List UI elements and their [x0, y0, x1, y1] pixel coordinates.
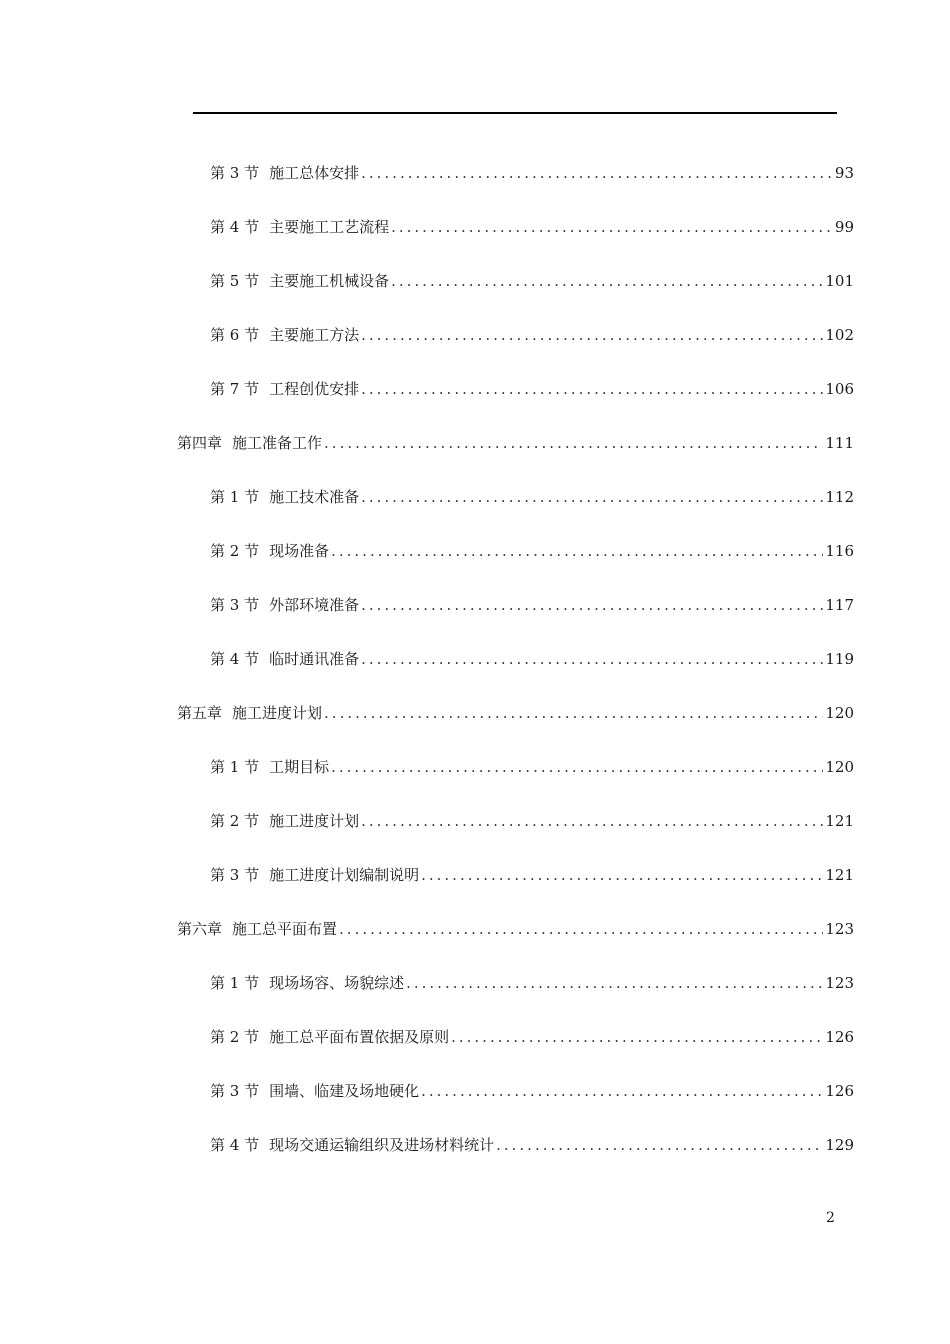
toc-entry-title: 施工准备工作	[232, 434, 323, 452]
toc-entry-title: 施工进度计划	[269, 812, 360, 830]
toc-leader-dots	[324, 702, 823, 724]
toc-entry[interactable]	[210, 162, 854, 184]
toc-entry-number: 第 3 节	[210, 1082, 260, 1100]
toc-entry-page: 120	[825, 704, 854, 722]
toc-entry-title: 施工进度计划	[232, 704, 323, 722]
toc-entry-page: 117	[825, 596, 854, 614]
toc-entry-page: 126	[825, 1028, 854, 1046]
toc-entry-title: 现场准备	[269, 542, 330, 560]
toc-entry-label	[210, 864, 419, 886]
toc-entry-page: 93	[834, 164, 854, 182]
toc-entry-label	[177, 918, 337, 940]
toc-entry-title: 施工技术准备	[269, 488, 360, 506]
toc-entry-title: 施工总体安排	[269, 164, 360, 182]
toc-entry-label	[210, 378, 359, 400]
toc-leader-dots	[324, 432, 823, 454]
toc-entry-label	[210, 1026, 449, 1048]
toc-leader-dots	[421, 864, 823, 886]
toc-leader-dots	[331, 540, 823, 562]
toc-entry-label	[210, 972, 404, 994]
toc-entry-number: 第 4 节	[210, 650, 260, 668]
toc-leader-dots	[421, 1080, 823, 1102]
toc-entry[interactable]	[210, 810, 854, 832]
toc-entry-label	[210, 486, 359, 508]
toc-entry-page: 106	[825, 380, 854, 398]
toc-entry[interactable]	[210, 216, 854, 238]
toc-entry-label	[210, 648, 359, 670]
toc-entry[interactable]	[210, 540, 854, 562]
toc-entry-page: 112	[825, 488, 854, 506]
toc-entry-label	[210, 270, 389, 292]
toc-entry[interactable]	[210, 378, 854, 400]
toc-entry-label	[210, 540, 329, 562]
toc-leader-dots	[391, 270, 823, 292]
toc-leader-dots	[406, 972, 823, 994]
toc-leader-dots	[391, 216, 833, 238]
toc-entry-title: 围墙、临建及场地硬化	[269, 1082, 420, 1100]
toc-entry-number: 第 3 节	[210, 596, 260, 614]
toc-entry-title: 工期目标	[269, 758, 330, 776]
toc-entry-number: 第 5 节	[210, 272, 260, 290]
toc-entry-number: 第 6 节	[210, 326, 260, 344]
toc-entry-label	[210, 1134, 494, 1156]
toc-leader-dots	[451, 1026, 823, 1048]
toc-entry-number: 第四章	[177, 434, 223, 452]
toc-entry-page: 120	[825, 758, 854, 776]
toc-leader-dots	[361, 594, 823, 616]
toc-entry[interactable]	[210, 864, 854, 886]
toc-entry-label	[210, 810, 359, 832]
toc-entry-label	[210, 594, 359, 616]
toc-entry-title: 施工进度计划编制说明	[269, 866, 420, 884]
toc-entry-number: 第 2 节	[210, 1028, 260, 1046]
toc-entry-page: 119	[825, 650, 854, 668]
toc-entry-page: 121	[825, 812, 854, 830]
toc-entry-label	[210, 756, 329, 778]
toc-entry-label	[210, 1080, 419, 1102]
toc-entry-number: 第 3 节	[210, 866, 260, 884]
toc-entry-number: 第 3 节	[210, 164, 260, 182]
toc-entry-number: 第 4 节	[210, 218, 260, 236]
toc-entry-label	[210, 162, 359, 184]
toc-entry-label	[210, 324, 359, 346]
toc-leader-dots	[361, 648, 823, 670]
toc-entry[interactable]	[210, 270, 854, 292]
toc-chapter-entry[interactable]	[177, 432, 854, 454]
toc-entry-title: 现场交通运输组织及进场材料统计	[269, 1136, 495, 1154]
toc-leader-dots	[361, 324, 823, 346]
toc-entry-number: 第 2 节	[210, 812, 260, 830]
toc-entry-page: 126	[825, 1082, 854, 1100]
toc-entry-number: 第六章	[177, 920, 223, 938]
toc-chapter-entry[interactable]	[177, 918, 854, 940]
page-number: 2	[826, 1210, 835, 1226]
toc-entry-page: 102	[825, 326, 854, 344]
toc-entry-number: 第 1 节	[210, 488, 260, 506]
toc-entry-title: 临时通讯准备	[269, 650, 360, 668]
toc-leader-dots	[339, 918, 823, 940]
toc-entry-title: 施工总平面布置依据及原则	[269, 1028, 450, 1046]
toc-entry[interactable]	[210, 972, 854, 994]
toc-leader-dots	[361, 162, 833, 184]
toc-entry-page: 116	[825, 542, 854, 560]
toc-entry[interactable]	[210, 1080, 854, 1102]
toc-entry-page: 129	[825, 1136, 854, 1154]
toc-leader-dots	[361, 378, 823, 400]
toc-entry-title: 现场场容、场貌综述	[269, 974, 405, 992]
toc-entry-number: 第 7 节	[210, 380, 260, 398]
toc-entry[interactable]	[210, 324, 854, 346]
toc-entry[interactable]	[210, 594, 854, 616]
toc-entry-number: 第 4 节	[210, 1136, 260, 1154]
toc-entry-title: 主要施工机械设备	[269, 272, 390, 290]
toc-entry-page: 121	[825, 866, 854, 884]
toc-entry[interactable]	[210, 1026, 854, 1048]
toc-entry-number: 第 2 节	[210, 542, 260, 560]
toc-entry[interactable]	[210, 486, 854, 508]
toc-entry-page: 99	[834, 218, 854, 236]
toc-entry-title: 施工总平面布置	[232, 920, 338, 938]
toc-entry[interactable]	[210, 1134, 854, 1156]
toc-leader-dots	[361, 810, 823, 832]
toc-entry-title: 外部环境准备	[269, 596, 360, 614]
toc-entry-number: 第五章	[177, 704, 223, 722]
toc-entry-page: 101	[825, 272, 854, 290]
toc-leader-dots	[331, 756, 823, 778]
toc-entry-label	[177, 432, 322, 454]
toc-entry-label	[210, 216, 389, 238]
toc-entry-title: 主要施工工艺流程	[269, 218, 390, 236]
toc-entry[interactable]	[210, 648, 854, 670]
toc-entry-number: 第 1 节	[210, 974, 260, 992]
toc-entry-page: 111	[825, 434, 854, 452]
toc-leader-dots	[496, 1134, 823, 1156]
toc-entry-number: 第 1 节	[210, 758, 260, 776]
toc-entry-page: 123	[825, 920, 854, 938]
toc-entry-label	[177, 702, 322, 724]
toc-entry-page: 123	[825, 974, 854, 992]
toc-leader-dots	[361, 486, 823, 508]
toc-entry-title: 主要施工方法	[269, 326, 360, 344]
toc-chapter-entry[interactable]	[177, 702, 854, 724]
toc-entry[interactable]	[210, 756, 854, 778]
toc-entry-title: 工程创优安排	[269, 380, 360, 398]
